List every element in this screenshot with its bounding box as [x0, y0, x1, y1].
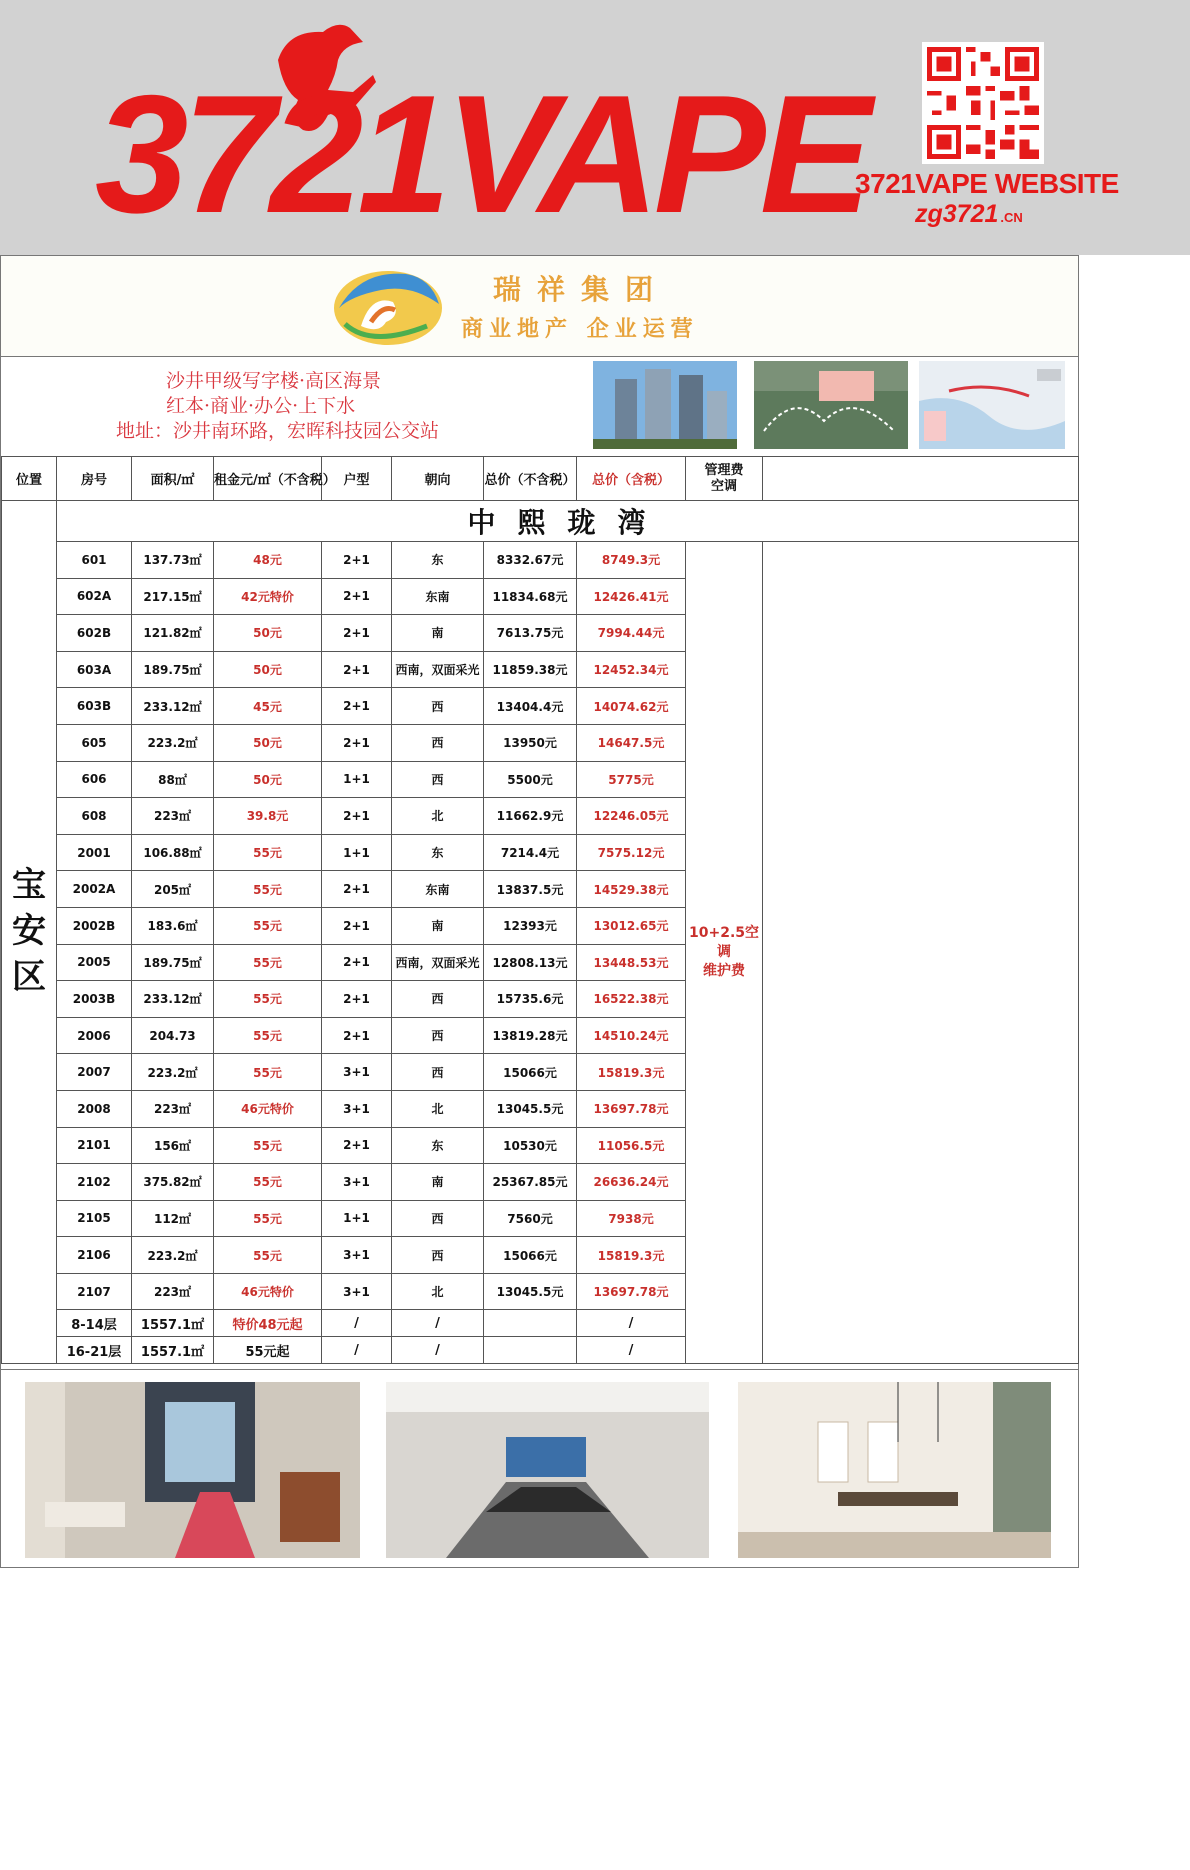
cell-type: 3+1: [322, 1273, 392, 1310]
cell-room: 2007: [57, 1054, 132, 1091]
header-management-fee: 管理费 空调: [686, 457, 763, 501]
cell-room: 2005: [57, 944, 132, 981]
management-fee-cell: 10+2.5空调 维护费: [686, 542, 763, 1364]
cell-area: 223㎡: [132, 798, 214, 835]
cell-total-ex: 7214.4元: [484, 834, 577, 871]
cell-total-in: 14529.38元: [577, 871, 686, 908]
tea-room-photo: [738, 1382, 1051, 1558]
cell-total-in: 5775元: [577, 761, 686, 798]
cell-type: 2+1: [322, 1017, 392, 1054]
cell-total-in: /: [577, 1310, 686, 1337]
cell-facing: 北: [392, 798, 484, 835]
qr-code-icon: [922, 42, 1044, 164]
cell-rent: 42元特价: [214, 578, 322, 615]
cell-total-in: 7938元: [577, 1200, 686, 1237]
cell-area: 183.6㎡: [132, 907, 214, 944]
cell-rent: 55元: [214, 1127, 322, 1164]
website-domain: zg3721: [915, 200, 999, 228]
cell-room: 2006: [57, 1017, 132, 1054]
cell-total-in: 13697.78元: [577, 1273, 686, 1310]
cell-facing: 东: [392, 834, 484, 871]
cell-type: 2+1: [322, 724, 392, 761]
cell-rent: 特价48元起: [214, 1310, 322, 1337]
cell-area: 189.75㎡: [132, 651, 214, 688]
cell-type: 2+1: [322, 578, 392, 615]
intro-address: 地址：沙井南环路，宏晖科技园公交站: [116, 420, 440, 442]
cell-type: 3+1: [322, 1164, 392, 1201]
cell-room: 2002A: [57, 871, 132, 908]
cell-rent: 55元: [214, 1017, 322, 1054]
cell-type: 3+1: [322, 1054, 392, 1091]
cell-total-in: /: [577, 1337, 686, 1364]
district-char: 宝: [12, 865, 46, 906]
cell-rent: 48元: [214, 542, 322, 579]
cell-area: 205㎡: [132, 871, 214, 908]
cell-rent: 55元: [214, 907, 322, 944]
website-url[interactable]: [915, 200, 1023, 229]
cell-room: 2003B: [57, 981, 132, 1018]
cell-rent: 55元: [214, 1164, 322, 1201]
cell-total-ex: 11662.9元: [484, 798, 577, 835]
cell-area: 137.73㎡: [132, 542, 214, 579]
cell-rent: 55元起: [214, 1337, 322, 1364]
cell-type: 3+1: [322, 1237, 392, 1274]
cell-total-ex: 11834.68元: [484, 578, 577, 615]
cell-rent: 50元: [214, 724, 322, 761]
cell-total-in: 14510.24元: [577, 1017, 686, 1054]
cell-total-in: 12426.41元: [577, 578, 686, 615]
cell-facing: 西: [392, 1054, 484, 1091]
table-header-row: [2, 457, 1079, 501]
cell-total-ex: 15066元: [484, 1237, 577, 1274]
cell-total-in: 7575.12元: [577, 834, 686, 871]
header-total-in-tax: 总价（含税）: [577, 457, 686, 501]
cell-total-ex: 13045.5元: [484, 1090, 577, 1127]
cell-total-in: 14647.5元: [577, 724, 686, 761]
cell-total-ex: 25367.85元: [484, 1164, 577, 1201]
cell-rent: 55元: [214, 1054, 322, 1091]
building-photo: [593, 361, 737, 449]
cell-total-ex: 13404.4元: [484, 688, 577, 725]
cell-room: 2107: [57, 1273, 132, 1310]
cell-type: 2+1: [322, 981, 392, 1018]
district-label: [2, 501, 57, 1364]
blank-cell: [763, 542, 1079, 1364]
header-facing: 朝向: [392, 457, 484, 501]
cell-area: 1557.1㎡: [132, 1310, 214, 1337]
cell-room: 16-21层: [57, 1337, 132, 1364]
header-location: 位置: [2, 457, 57, 501]
cell-facing: 西: [392, 724, 484, 761]
cell-facing: 北: [392, 1273, 484, 1310]
cell-type: 2+1: [322, 542, 392, 579]
cell-type: 2+1: [322, 798, 392, 835]
cell-area: 223.2㎡: [132, 724, 214, 761]
cell-area: 189.75㎡: [132, 944, 214, 981]
cell-area: 88㎡: [132, 761, 214, 798]
cell-total-in: 11056.5元: [577, 1127, 686, 1164]
location-map: [754, 361, 908, 449]
cell-room: 2002B: [57, 907, 132, 944]
cell-total-ex: 7560元: [484, 1200, 577, 1237]
cell-rent: 55元: [214, 981, 322, 1018]
cell-area: 233.12㎡: [132, 981, 214, 1018]
cell-rent: 50元: [214, 761, 322, 798]
cell-facing: 西: [392, 1200, 484, 1237]
cell-type: 3+1: [322, 1090, 392, 1127]
brand-logo-text: 3721VAPE: [95, 60, 866, 248]
cell-facing: 西: [392, 1237, 484, 1274]
cell-area: 223㎡: [132, 1090, 214, 1127]
cell-rent: 55元: [214, 1200, 322, 1237]
header-rent: 租金元/㎡（不含税）: [214, 457, 322, 501]
intro-headline: 沙井甲级写字楼·高区海景: [166, 370, 382, 392]
cell-total-ex: 13045.5元: [484, 1273, 577, 1310]
cell-total-in: 12452.34元: [577, 651, 686, 688]
cell-total-ex: [484, 1310, 577, 1337]
header-layout: 户型: [322, 457, 392, 501]
cell-total-ex: 12393元: [484, 907, 577, 944]
cell-facing: 北: [392, 1090, 484, 1127]
company-business: 商业地产 企业运营: [461, 316, 699, 342]
cell-facing: 西: [392, 1017, 484, 1054]
meeting-room-photo: [386, 1382, 709, 1558]
lobby-photo: [25, 1382, 360, 1558]
cell-total-in: 16522.38元: [577, 981, 686, 1018]
cell-rent: 55元: [214, 944, 322, 981]
cell-type: 2+1: [322, 688, 392, 725]
cell-total-in: 15819.3元: [577, 1054, 686, 1091]
property-intro: [1, 356, 1078, 457]
cell-room: 2008: [57, 1090, 132, 1127]
cell-area: 121.82㎡: [132, 615, 214, 652]
cell-room: 608: [57, 798, 132, 835]
cell-room: 601: [57, 542, 132, 579]
cell-type: 2+1: [322, 944, 392, 981]
project-row: [2, 501, 1079, 542]
cell-area: 156㎡: [132, 1127, 214, 1164]
price-table: [1, 456, 1079, 1364]
cell-facing: 南: [392, 907, 484, 944]
company-header: [1, 256, 1078, 357]
cell-facing: 西: [392, 761, 484, 798]
cell-facing: 东: [392, 1127, 484, 1164]
cell-facing: 南: [392, 1164, 484, 1201]
company-name: 瑞祥集团: [493, 273, 670, 306]
cell-facing: /: [392, 1310, 484, 1337]
district-char: 安: [12, 911, 46, 952]
cell-rent: 50元: [214, 651, 322, 688]
cell-type: 2+1: [322, 907, 392, 944]
cell-type: 1+1: [322, 761, 392, 798]
cell-area: 106.88㎡: [132, 834, 214, 871]
cell-room: 606: [57, 761, 132, 798]
cell-total-ex: 11859.38元: [484, 651, 577, 688]
cell-facing: 西南，双面采光: [392, 651, 484, 688]
cell-total-in: 12246.05元: [577, 798, 686, 835]
cell-facing: 西: [392, 981, 484, 1018]
website-label: 3721VAPE WEBSITE: [855, 168, 1119, 199]
cell-rent: 46元特价: [214, 1273, 322, 1310]
top-banner: [0, 0, 1190, 255]
header-area: 面积/㎡: [132, 457, 214, 501]
cell-rent: 55元: [214, 871, 322, 908]
cell-rent: 55元: [214, 1237, 322, 1274]
cell-facing: 东南: [392, 871, 484, 908]
cell-rent: 46元特价: [214, 1090, 322, 1127]
cell-type: 2+1: [322, 615, 392, 652]
cell-area: 204.73: [132, 1017, 214, 1054]
cell-room: 2001: [57, 834, 132, 871]
header-blank: [763, 457, 1079, 501]
cell-type: 2+1: [322, 1127, 392, 1164]
cell-rent: 39.8元: [214, 798, 322, 835]
cell-room: 603B: [57, 688, 132, 725]
cell-total-ex: 12808.13元: [484, 944, 577, 981]
cell-room: 602A: [57, 578, 132, 615]
area-map: [919, 361, 1065, 449]
header-room: 房号: [57, 457, 132, 501]
project-name: 中熙珑湾: [57, 501, 1079, 542]
district-char: 区: [12, 957, 46, 998]
cell-type: 2+1: [322, 871, 392, 908]
intro-features: 红本·商业·办公·上下水: [166, 395, 356, 417]
cell-total-in: 13697.78元: [577, 1090, 686, 1127]
cell-facing: 东南: [392, 578, 484, 615]
cell-facing: 西: [392, 688, 484, 725]
cell-area: 223.2㎡: [132, 1237, 214, 1274]
cell-total-ex: 8332.67元: [484, 542, 577, 579]
cell-total-ex: 10530元: [484, 1127, 577, 1164]
cell-room: 603A: [57, 651, 132, 688]
cell-room: 8-14层: [57, 1310, 132, 1337]
cell-room: 2102: [57, 1164, 132, 1201]
cell-type: /: [322, 1337, 392, 1364]
cell-facing: 西南，双面采光: [392, 944, 484, 981]
cell-total-ex: 5500元: [484, 761, 577, 798]
cell-total-ex: 13819.28元: [484, 1017, 577, 1054]
cell-total-in: 7994.44元: [577, 615, 686, 652]
table-body: [2, 501, 1079, 1364]
cell-room: 2105: [57, 1200, 132, 1237]
cell-room: 2101: [57, 1127, 132, 1164]
cell-area: 375.82㎡: [132, 1164, 214, 1201]
cell-type: 1+1: [322, 1200, 392, 1237]
cell-total-in: 8749.3元: [577, 542, 686, 579]
cell-room: 602B: [57, 615, 132, 652]
interior-photos: [1, 1369, 1078, 1568]
rental-sheet: [0, 255, 1079, 1568]
website-tld: .CN: [1000, 210, 1023, 225]
cell-total-in: 13448.53元: [577, 944, 686, 981]
cell-area: 112㎡: [132, 1200, 214, 1237]
table-row: [2, 542, 1079, 579]
cell-type: /: [322, 1310, 392, 1337]
cell-rent: 50元: [214, 615, 322, 652]
cell-total-ex: 13837.5元: [484, 871, 577, 908]
cell-area: 223.2㎡: [132, 1054, 214, 1091]
cell-facing: /: [392, 1337, 484, 1364]
cell-total-in: 15819.3元: [577, 1237, 686, 1274]
cell-total-ex: 15066元: [484, 1054, 577, 1091]
company-logo-icon: [331, 264, 446, 349]
cell-total-in: 14074.62元: [577, 688, 686, 725]
cell-total-ex: 7613.75元: [484, 615, 577, 652]
cell-type: 2+1: [322, 651, 392, 688]
cell-area: 223㎡: [132, 1273, 214, 1310]
header-total-ex-tax: 总价（不含税）: [484, 457, 577, 501]
cell-total-ex: 15735.6元: [484, 981, 577, 1018]
cell-facing: 东: [392, 542, 484, 579]
cell-total-in: 26636.24元: [577, 1164, 686, 1201]
cell-total-ex: [484, 1337, 577, 1364]
cell-area: 1557.1㎡: [132, 1337, 214, 1364]
cell-type: 1+1: [322, 834, 392, 871]
cell-rent: 55元: [214, 834, 322, 871]
cell-total-ex: 13950元: [484, 724, 577, 761]
cell-area: 217.15㎡: [132, 578, 214, 615]
cell-rent: 45元: [214, 688, 322, 725]
cell-room: 2106: [57, 1237, 132, 1274]
cell-area: 233.12㎡: [132, 688, 214, 725]
cell-room: 605: [57, 724, 132, 761]
cell-facing: 南: [392, 615, 484, 652]
cell-total-in: 13012.65元: [577, 907, 686, 944]
